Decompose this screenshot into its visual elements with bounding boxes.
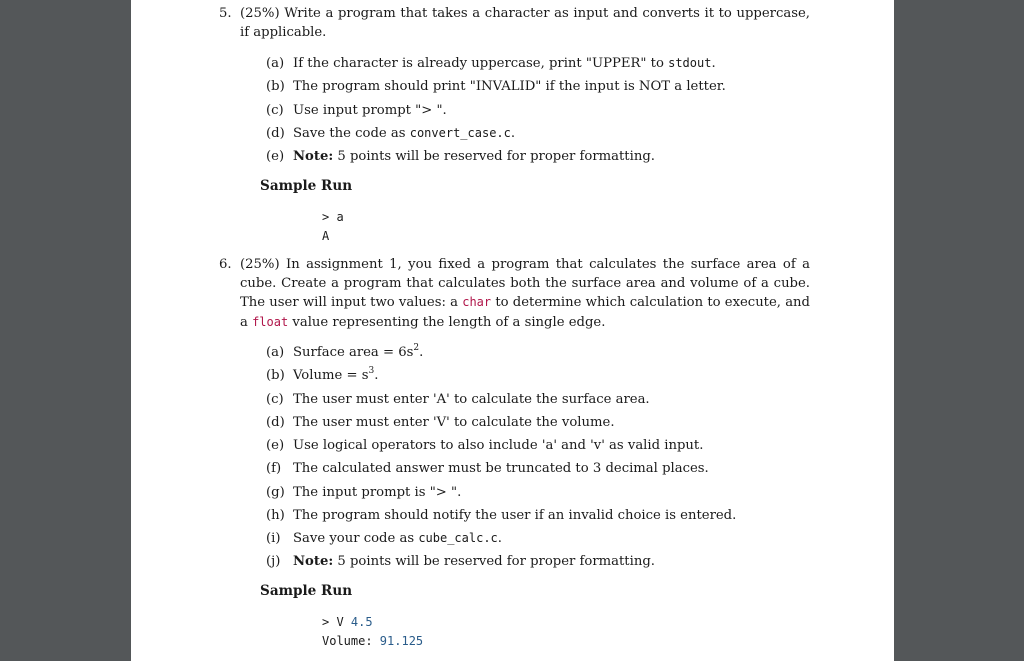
item-label: (f)	[266, 461, 282, 477]
item-text: The user must enter 'A' to calculate the surface area.	[293, 391, 650, 407]
list-item	[266, 457, 806, 480]
list-item: (b) Volume = $s^3$.	[266, 364, 806, 387]
item-label: (h)	[266, 507, 285, 523]
list-item	[266, 481, 806, 504]
item-label: (b)	[266, 368, 285, 384]
item-code: stdout	[668, 56, 712, 70]
list-item	[266, 434, 806, 457]
item-label: (c)	[266, 391, 284, 407]
question-5	[219, 5, 810, 42]
item-label: (d)	[266, 414, 285, 430]
sample-run-code	[322, 613, 423, 650]
item-text-end: .	[510, 125, 516, 141]
list-item	[266, 504, 806, 527]
exponent: 3	[368, 366, 375, 377]
question-5-intro: (25%) Write a program that takes a character as input and converts it to uppercase, if applicable.	[240, 6, 810, 40]
item-text: The calculated answer must be truncated to 3 decimal places.	[293, 461, 709, 477]
item-text: The program should notify the user if an invalid choice is entered.	[293, 507, 737, 523]
code-line: > a	[322, 210, 344, 224]
list-item	[266, 122, 806, 145]
exponent: 2	[413, 343, 420, 353]
question-6-intro: (25%) In assignment 1, you fixed a program that calculates the surface area of a cube. Create a program that calculates both the surface area and volume of a cube. The user will input two values: a char to determine which calculation to execute, and a float value representing the length of a single edge.	[240, 257, 810, 330]
item-code: convert_case.c	[409, 125, 511, 140]
item-text-end: .	[711, 56, 716, 71]
list-item	[266, 411, 806, 434]
note-label: Note:	[293, 554, 334, 570]
item-label: (g)	[266, 484, 285, 500]
sample-run-title: Sample Run	[260, 178, 353, 194]
item-label: (i)	[266, 531, 281, 546]
item-text: The program should print "INVALID" if the input is NOT a letter.	[293, 79, 726, 95]
item-label: (b)	[266, 79, 285, 95]
item-label: (a)	[266, 345, 285, 360]
question-5-items	[266, 52, 806, 168]
item-text: 5 points will be reserved for proper formatting.	[333, 554, 655, 570]
item-label: (j)	[266, 554, 281, 570]
item-label: (d)	[266, 125, 285, 141]
item-text: Use logical operators to also include 'a' and 'v' as valid input.	[293, 438, 704, 453]
list-item	[266, 52, 806, 75]
item-label: (e)	[266, 149, 285, 164]
keyword-char: char	[462, 295, 492, 309]
document-page	[131, 0, 894, 661]
question-6-number: 6.	[219, 257, 232, 272]
question-5-number: 5.	[219, 6, 232, 21]
list-item	[266, 75, 806, 98]
list-item	[266, 145, 806, 168]
item-label: (c)	[266, 102, 284, 118]
list-item: (i) Save your code as cube_calc.c.	[266, 527, 806, 550]
list-item	[266, 99, 806, 122]
question-6-items	[266, 341, 806, 574]
sample-run-code	[322, 208, 344, 245]
item-text: Save the code as	[293, 125, 410, 141]
code-line: A	[322, 228, 330, 243]
item-text: 5 points will be reserved for proper formatting.	[333, 149, 655, 164]
item-text: Surface area = 6s	[293, 345, 414, 360]
code-line: > V 4.5	[322, 615, 373, 629]
item-code: cube_calc.c	[418, 531, 498, 545]
keyword-float: float	[252, 314, 289, 329]
item-label: (e)	[266, 438, 285, 453]
item-text: The user must enter 'V' to calculate the volume.	[293, 414, 615, 430]
sample-run-title: Sample Run	[260, 583, 353, 599]
item-text: If the character is already uppercase, print "UPPER" to	[293, 56, 669, 71]
list-item	[266, 550, 806, 573]
note-label: Note:	[293, 149, 334, 164]
code-line: Volume: 91.125	[322, 633, 424, 648]
item-text: Save your code as	[293, 531, 419, 546]
item-label: (a)	[266, 56, 285, 71]
item-text: Volume = s	[293, 368, 369, 384]
list-item	[266, 388, 806, 411]
item-text: The input prompt is "> ".	[293, 484, 462, 500]
item-text: Use input prompt "> ".	[293, 102, 447, 118]
list-item: (a) Surface area = $6s^2$.	[266, 341, 806, 364]
question-6	[219, 256, 810, 332]
